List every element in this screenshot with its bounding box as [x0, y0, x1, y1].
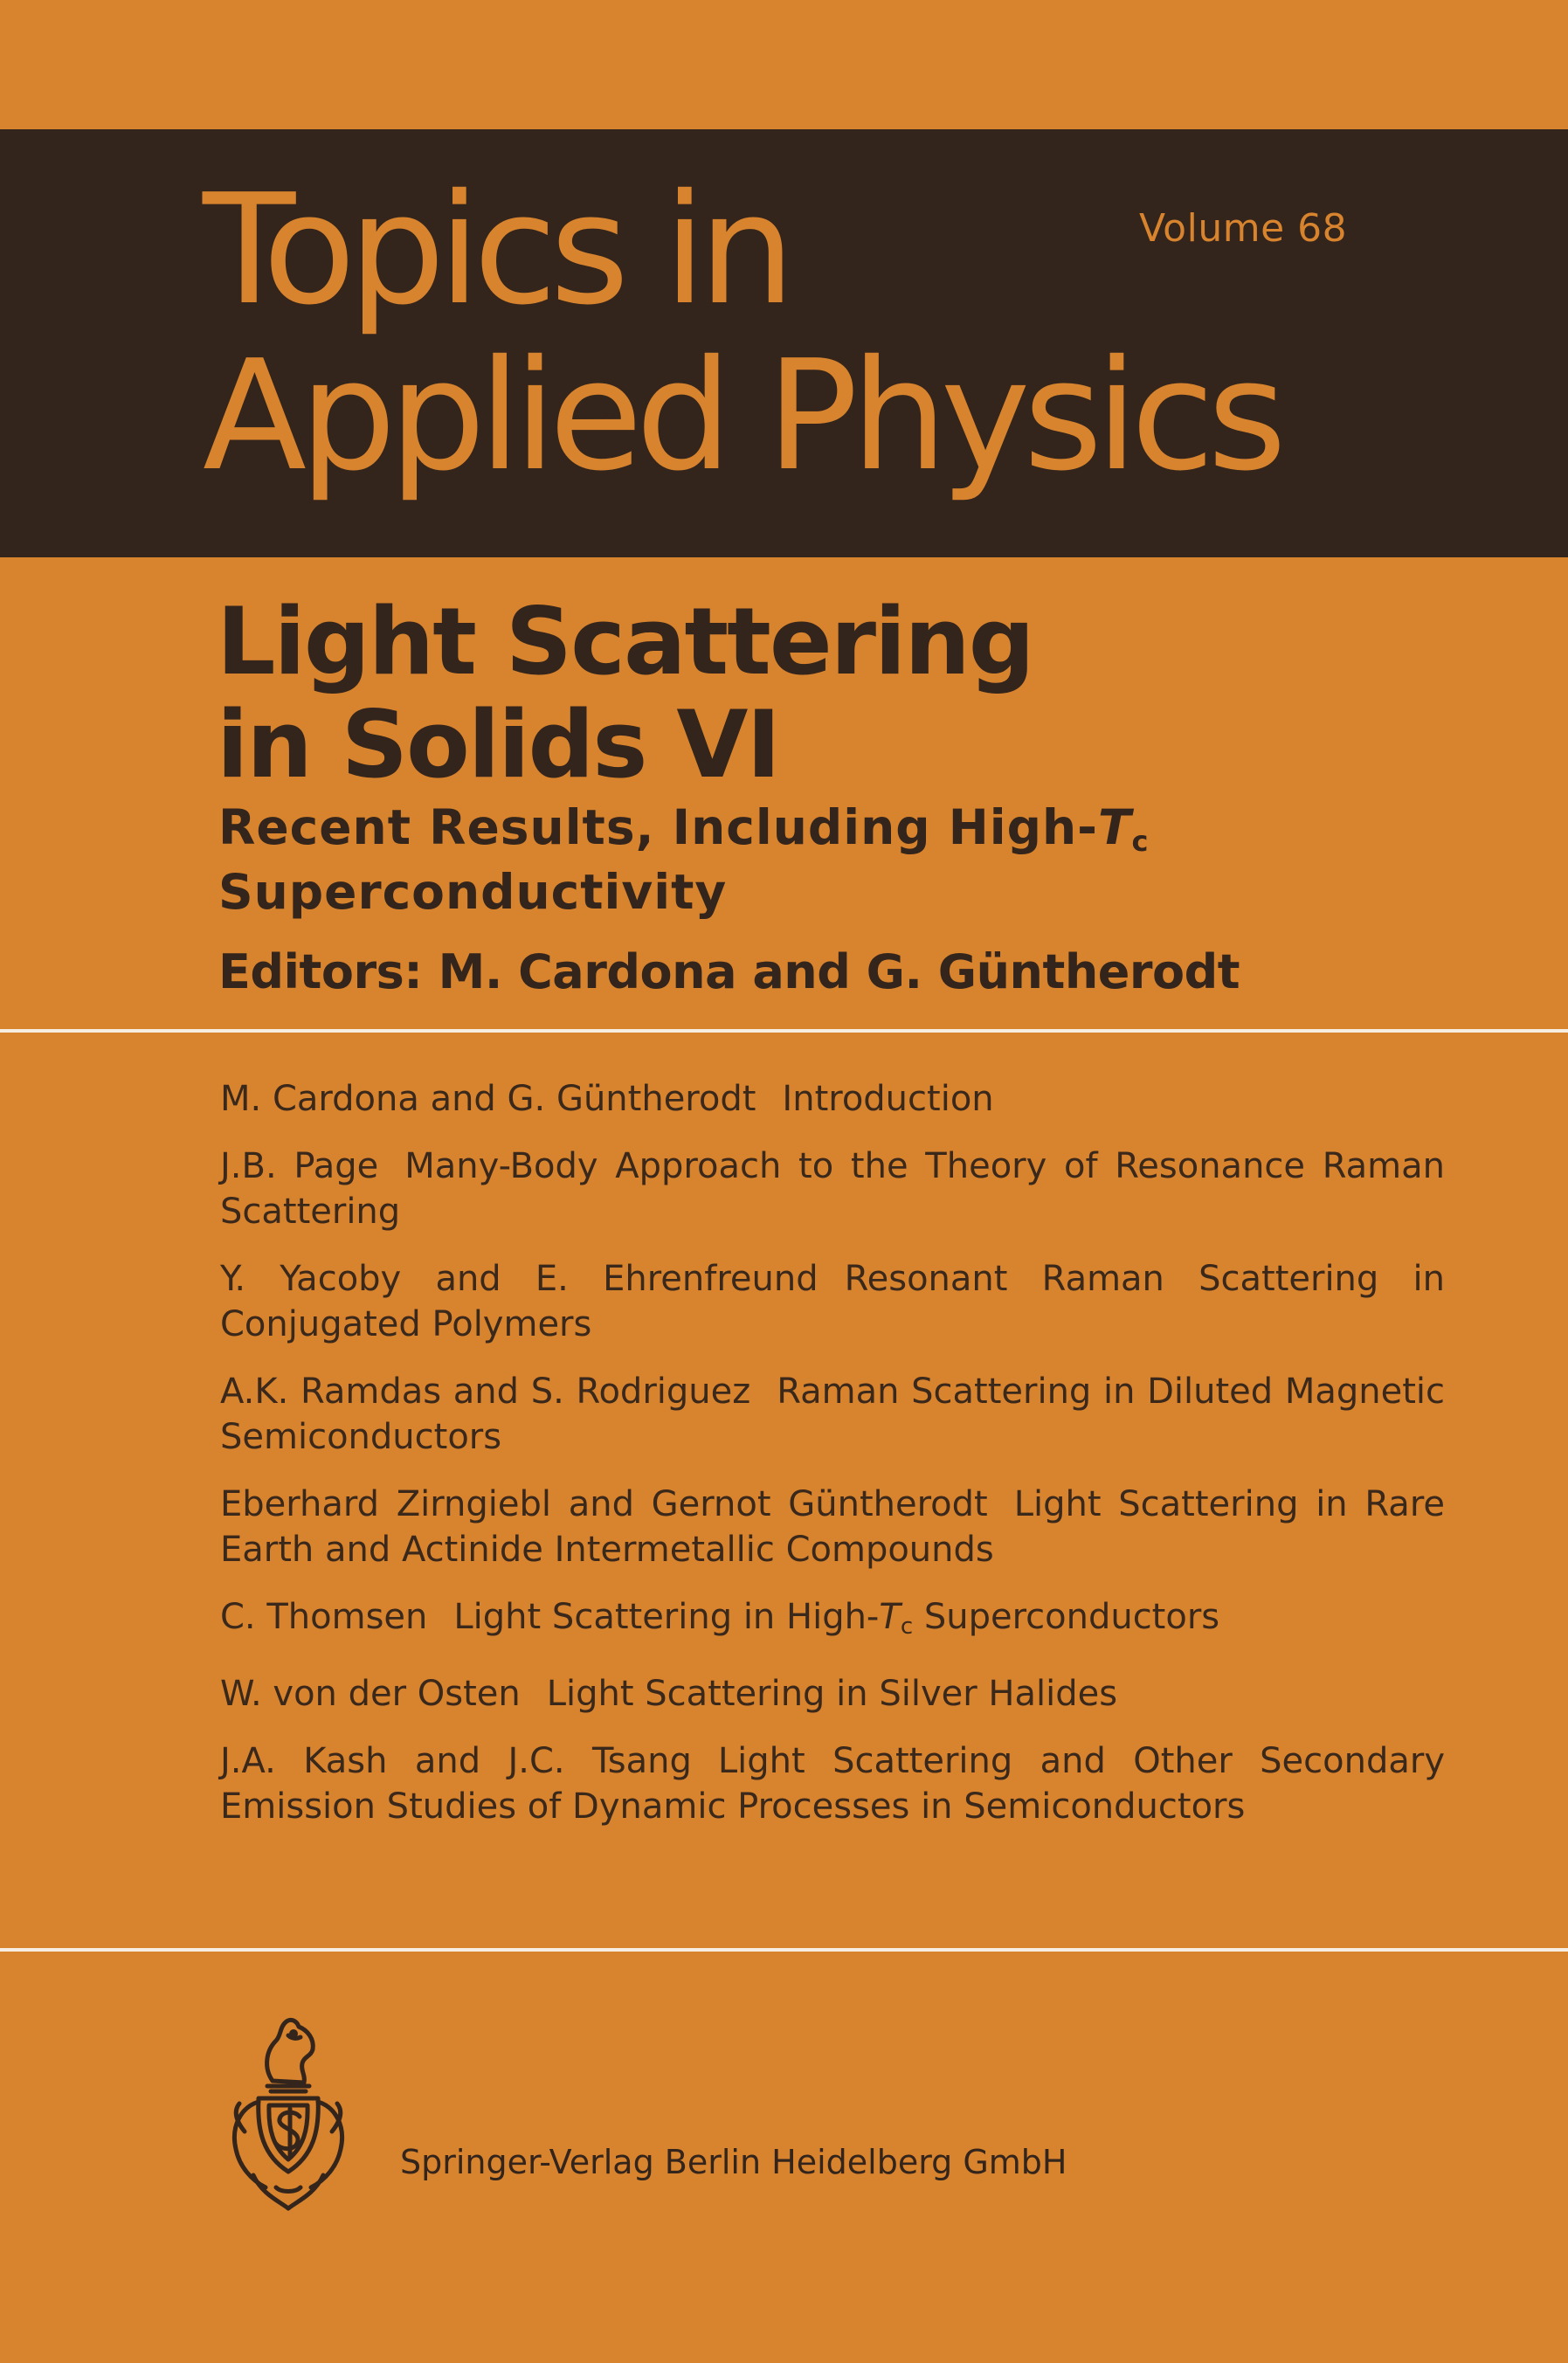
entry-title: Light Scattering in Silver Halides	[546, 1674, 1118, 1714]
entry-author: Eberhard Zirngiebl and Gernot Güntherodt	[220, 1484, 988, 1524]
contents-entry	[220, 1482, 1445, 1572]
book-title-line-1: Light Scattering	[217, 588, 1033, 695]
subtitle-prefix: Recent Results, Including High-	[218, 799, 1098, 855]
subtitle-subscript: c	[1131, 825, 1150, 858]
entry-title: Introduction	[782, 1079, 994, 1119]
entry-author: J.B. Page	[220, 1146, 379, 1186]
contents-entry	[220, 1594, 1445, 1649]
entry-title: Raman Scattering in Diluted Magnetic Semiconductors	[220, 1372, 1445, 1457]
contents-entry	[220, 1738, 1445, 1829]
subtitle-line-1	[218, 799, 1150, 867]
entry-title: Resonant Raman Scattering in Conjugated Polymers	[220, 1259, 1445, 1344]
contents-entry	[220, 1256, 1445, 1347]
entry-title-subscript: c	[900, 1613, 914, 1640]
contents-entry	[220, 1143, 1445, 1234]
subtitle-variable: T	[1097, 799, 1132, 855]
entry-title-prefix: Light Scattering in High-	[453, 1597, 880, 1637]
editors: Editors: M. Cardona and G. Güntherodt	[218, 944, 1240, 999]
entry-author: W. von der Osten	[220, 1674, 521, 1714]
contents-entry	[220, 1076, 1445, 1122]
entry-author: M. Cardona and G. Güntherodt	[220, 1079, 756, 1119]
contents-entry	[220, 1671, 1445, 1717]
contents-entry	[220, 1369, 1445, 1460]
volume-number: Volume 68	[1139, 206, 1348, 251]
entry-title: Light Scattering and Other Secondary Emission Studies of Dynamic Processes in Semiconductors	[220, 1741, 1445, 1827]
book-title-line-2: in Solids VI	[217, 691, 779, 798]
entry-title-variable: T	[879, 1597, 901, 1637]
entry-author: J.A. Kash and J.C. Tsang	[220, 1741, 692, 1781]
series-title	[203, 162, 1280, 505]
book-subtitle	[218, 799, 1150, 920]
entry-title-suffix: Superconductors	[913, 1597, 1220, 1637]
divider-top	[0, 1029, 1568, 1033]
series-title-line-2: Applied Physics	[203, 328, 1280, 505]
subtitle-line-2: Superconductivity	[218, 864, 728, 920]
entry-title: Many-Body Approach to the Theory of Resonance Raman Scattering	[220, 1146, 1446, 1232]
contents-list	[220, 1076, 1445, 1851]
publisher-name: Springer-Verlag Berlin Heidelberg GmbH	[400, 2143, 1067, 2181]
divider-bottom	[0, 1948, 1568, 1952]
entry-author: Y. Yacoby and E. Ehrenfreund	[220, 1259, 819, 1299]
series-title-line-1: Topics in	[203, 162, 789, 339]
entry-author: C. Thomsen	[220, 1597, 428, 1637]
book-title	[217, 588, 1033, 798]
springer-knight-logo-icon	[218, 2000, 358, 2214]
entry-title: Light Scattering in Rare Earth and Actinide Intermetallic Compounds	[220, 1484, 1445, 1570]
entry-author: A.K. Ramdas and S. Rodriguez	[220, 1372, 751, 1412]
